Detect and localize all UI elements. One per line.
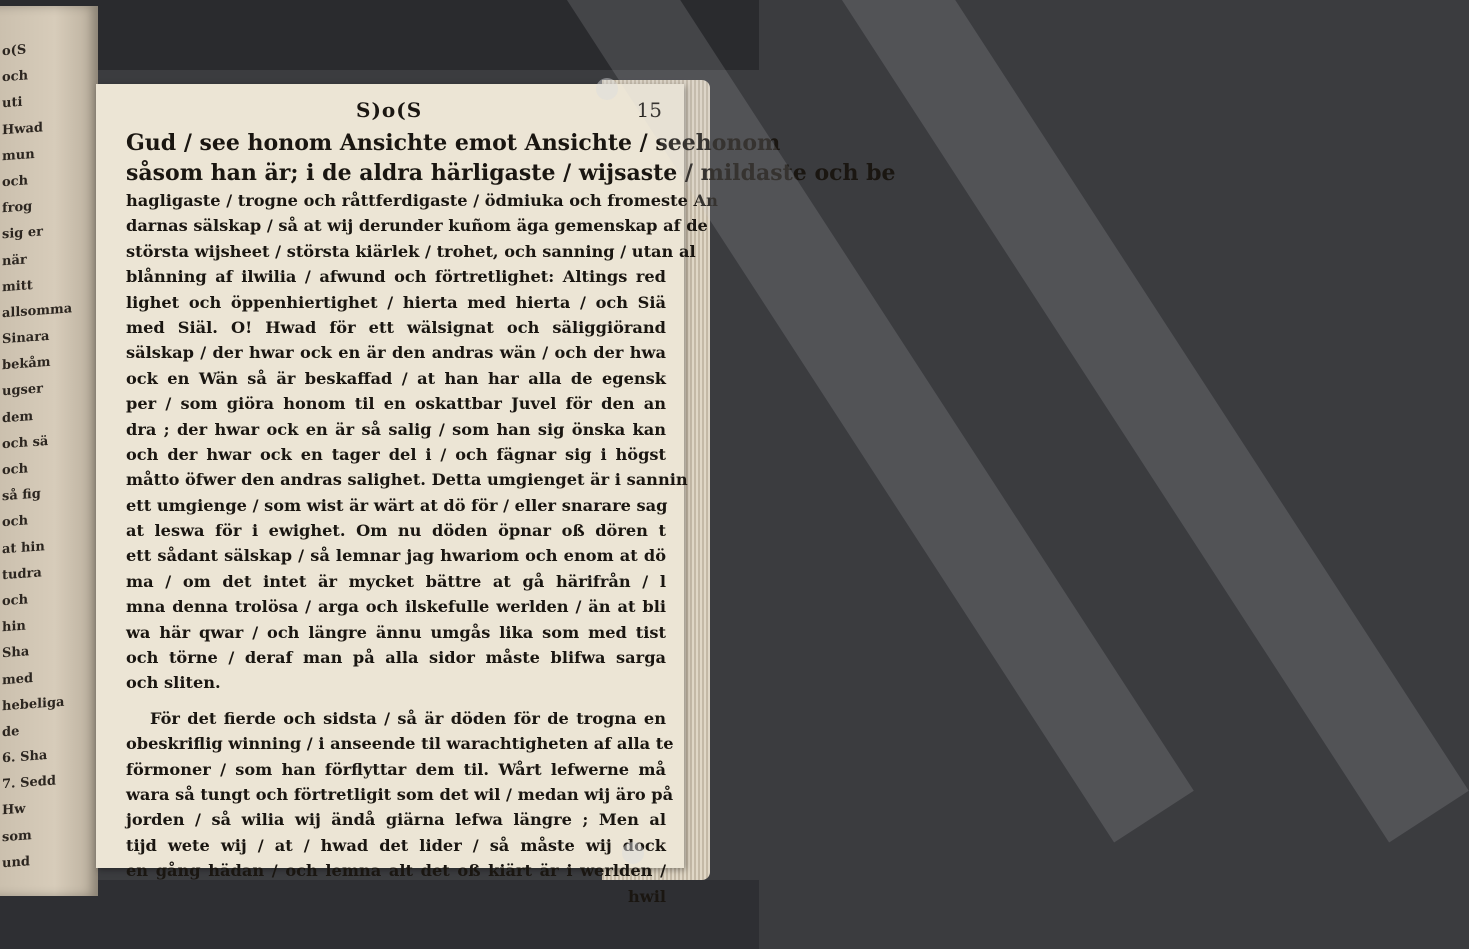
text-line: Gud / see honom Ansichte emot Ansichte / seehonom: [126, 130, 781, 156]
facing-page-line: 6. Sha: [2, 748, 48, 767]
text-line: och sliten.: [126, 673, 221, 693]
text-line: hwil: [627, 886, 666, 906]
facing-page-line: mun: [2, 146, 35, 164]
facing-page-line: Hwad: [2, 119, 43, 138]
text-line: jorden / så wilia wij ändå giärna lefwa längre ; Men al: [126, 810, 666, 830]
facing-page-line: at hin: [2, 538, 45, 557]
text-line: sälskap / der hwar ock en är den andras wän / och der hwa: [126, 343, 666, 363]
text-line: dra ; der hwar ock en är så salig / som han sig önska kan: [126, 419, 666, 439]
facing-page-line: tudra: [2, 565, 42, 583]
facing-page-line: som: [2, 827, 32, 845]
text-line: och der hwar ock en tager del i / och fägnar sig i högst: [126, 444, 666, 464]
facing-page-line: med: [2, 670, 34, 688]
paragraph-gap: [126, 696, 666, 706]
facing-page-line: och: [2, 592, 29, 610]
text-line: ma / om det intet är mycket bättre at gå härifrån / l: [126, 571, 666, 591]
facing-page-line: mitt: [2, 277, 33, 295]
facing-page-line: sig er: [2, 224, 43, 243]
facing-page-text: [2, 36, 94, 874]
text-line: at leswa för i ewighet. Om nu döden öpnar oß dören t: [126, 521, 666, 541]
facing-page-line: o(S: [2, 42, 27, 60]
text-line: ett sådant sälskap / så lemnar jag hwariom och enom at dö: [126, 546, 666, 566]
facing-page-line: 7. Sedd: [2, 773, 56, 793]
facing-page-line: dem: [2, 408, 34, 426]
page-number: 15: [636, 98, 662, 122]
text-line: en gång hädan / och lemna alt det oß kiärt är i werlden /: [126, 861, 666, 881]
facing-page-line: och: [2, 513, 29, 531]
body-text: [126, 128, 896, 909]
paragraph-1: [126, 128, 896, 696]
text-line: förmoner / som han förflyttar dem til. Wårt lefwerne må: [126, 759, 666, 779]
text-line: hagligaste / trogne och råttferdigaste / ödmiuka och fromeste An: [126, 191, 718, 210]
facing-page: [0, 6, 98, 896]
text-line: måtto öfwer den andras salighet. Detta umgienget är i sannin: [126, 470, 688, 490]
text-line: obeskriflig winning / i anseende til warachtigheten af alla te: [126, 734, 674, 754]
facing-page-line: uti: [2, 95, 23, 112]
corner-clip: [622, 842, 644, 864]
text-line: per / som giöra honom til en oskattbar Juvel för den an: [126, 394, 666, 414]
text-line: mna denna trolösa / arga och ilskefulle werlden / än at bli: [126, 597, 666, 617]
text-line: blånning af ilwilia / afwund och förtretlighet: Altings red: [126, 267, 666, 287]
facing-page-line: och: [2, 68, 29, 86]
corner-clip: [596, 78, 618, 100]
running-head: S)o(S: [356, 98, 423, 122]
facing-page-line: bekåm: [2, 355, 51, 374]
facing-page-line: Sha: [2, 644, 30, 662]
page-header: [96, 98, 684, 124]
paragraph-2: [126, 706, 674, 909]
text-line: lighet och öppenhiertighet / hierta med hierta / och Siä: [126, 292, 666, 312]
facing-page-line: och: [2, 461, 29, 479]
text-line: och törne / deraf man på alla sidor måste blifwa sarga: [126, 648, 666, 668]
facing-page-line: Hw: [2, 802, 26, 819]
facing-page-line: och sä: [2, 433, 49, 453]
text-line: wara så tungt och förtretligit som det wil / medan wij äro på: [126, 784, 674, 804]
facing-page-line: ugser: [2, 381, 43, 400]
facing-page-line: und: [2, 854, 30, 872]
facing-page-line: hin: [2, 618, 26, 636]
facing-page-line: Sinara: [2, 328, 50, 348]
text-line: wa här qwar / och längre ännu umgås lika som med tist: [126, 622, 666, 642]
facing-page-line: allsomma: [2, 301, 73, 322]
text-line: såsom han är; i de aldra härligaste / wijsaste / mildaste och be: [126, 160, 896, 186]
text-line: största wijsheet / största kiärlek / trohet, och sanning / utan al: [126, 241, 696, 261]
facing-page-line: när: [2, 251, 27, 269]
text-line: tijd wete wij / at / hwad det lider / så måste wij dock: [126, 835, 666, 855]
text-line: ock en Wän så är beskaffad / at han har alla de egensk: [126, 368, 666, 388]
facing-page-line: och: [2, 173, 29, 191]
book-page: [96, 84, 896, 906]
facing-page-line: frog: [2, 199, 33, 217]
facing-page-line: de: [2, 723, 20, 741]
text-line: med Siäl. O! Hwad för ett wälsignat och säliggiörand: [126, 317, 666, 337]
facing-page-line: hebeliga: [2, 694, 65, 714]
text-line: darnas sälskap / så at wij derunder kuñom äga gemenskap af de: [126, 216, 708, 236]
facing-page-line: så fig: [2, 486, 41, 505]
text-line: ett umgienge / som wist är wärt at dö för / eller snarare sag: [126, 495, 668, 515]
text-line: För det fierde och sidsta / så är döden för de trogna en: [150, 708, 666, 728]
